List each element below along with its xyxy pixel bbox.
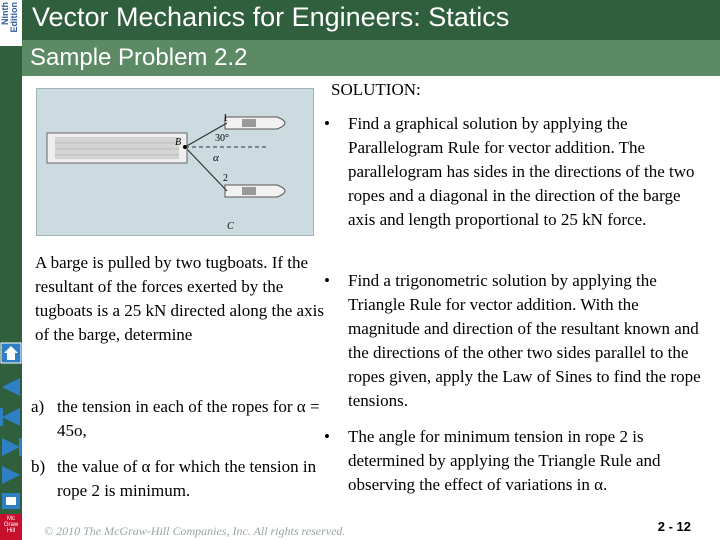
rope-2 (185, 147, 227, 191)
page-number: 2 - 12 (657, 519, 691, 534)
barge-figure (36, 88, 314, 236)
part-a-label: a) (31, 397, 45, 416)
part-b (31, 455, 331, 503)
home-icon[interactable] (0, 342, 22, 364)
solution-bullet-3 (324, 425, 709, 497)
edition-badge (0, 0, 22, 46)
part-a (31, 395, 331, 443)
subheader (22, 40, 720, 76)
solution-bullet-2-text: Find a trigonometric solution by applying the Triangle Rule for vector addition. With the magnitude and direction of the resultant known and the directions of the other two sides parallel to the ropes given, apply the Law of Sines to find the rope tensions. (348, 271, 701, 410)
barge (47, 133, 187, 163)
label-1: 1 (223, 113, 228, 124)
angle-alpha-label: α (213, 152, 219, 164)
publisher-logo: Mc Graw Hill (0, 514, 22, 540)
solution-bullet-2 (324, 269, 709, 413)
part-b-label: b) (31, 457, 46, 476)
bullet-dot: • (324, 114, 330, 133)
sidebar (0, 0, 22, 540)
part-b-text: the value of α for which the tension in rope 2 is minimum. (57, 457, 317, 500)
label-2: 2 (223, 173, 228, 184)
problem-statement: A barge is pulled by two tugboats. If the resultant of the forces exerted by the tugboats is a 25 kN directed along the axis of the barge, determine (35, 253, 324, 344)
solution-bullet-1-text: Find a graphical solution by applying the Parallelogram Rule for vector addition. The parallelogram has sides in the directions of the two ropes and a diagonal in the direction of the barge axis and length proportional to 25 kN force. (348, 114, 695, 229)
first-icon[interactable] (0, 376, 22, 398)
edition-line-1: Ninth (0, 2, 10, 25)
page-title: Vector Mechanics for Engineers: Statics (32, 2, 510, 32)
part-a-text: the tension in each of the ropes for α = 45o, (57, 397, 320, 440)
label-c: C (227, 221, 234, 232)
tugboat-2 (225, 185, 285, 197)
bullet-dot: • (324, 427, 330, 446)
next-icon[interactable] (0, 436, 22, 458)
solution-heading: SOLUTION: (331, 80, 421, 99)
tugboat-1 (225, 117, 285, 129)
angle-30-label: 30° (215, 133, 229, 144)
label-b: B (175, 137, 182, 148)
header (22, 0, 720, 40)
solution-bullet-1 (324, 112, 709, 256)
edition-line-2: Edition (9, 2, 19, 33)
solution-bullet-3-text: The angle for minimum tension in rope 2 is determined by applying the Triangle Rule and observing the effect of variations in α. (348, 427, 661, 494)
end-icon[interactable] (0, 490, 22, 512)
prev-icon[interactable] (0, 406, 22, 428)
copyright: © 2010 The McGraw-Hill Companies, Inc. All rights reserved. (44, 524, 346, 538)
bullet-dot: • (324, 271, 330, 290)
slide-subtitle: Sample Problem 2.2 (30, 44, 248, 71)
last-icon[interactable] (0, 464, 22, 486)
